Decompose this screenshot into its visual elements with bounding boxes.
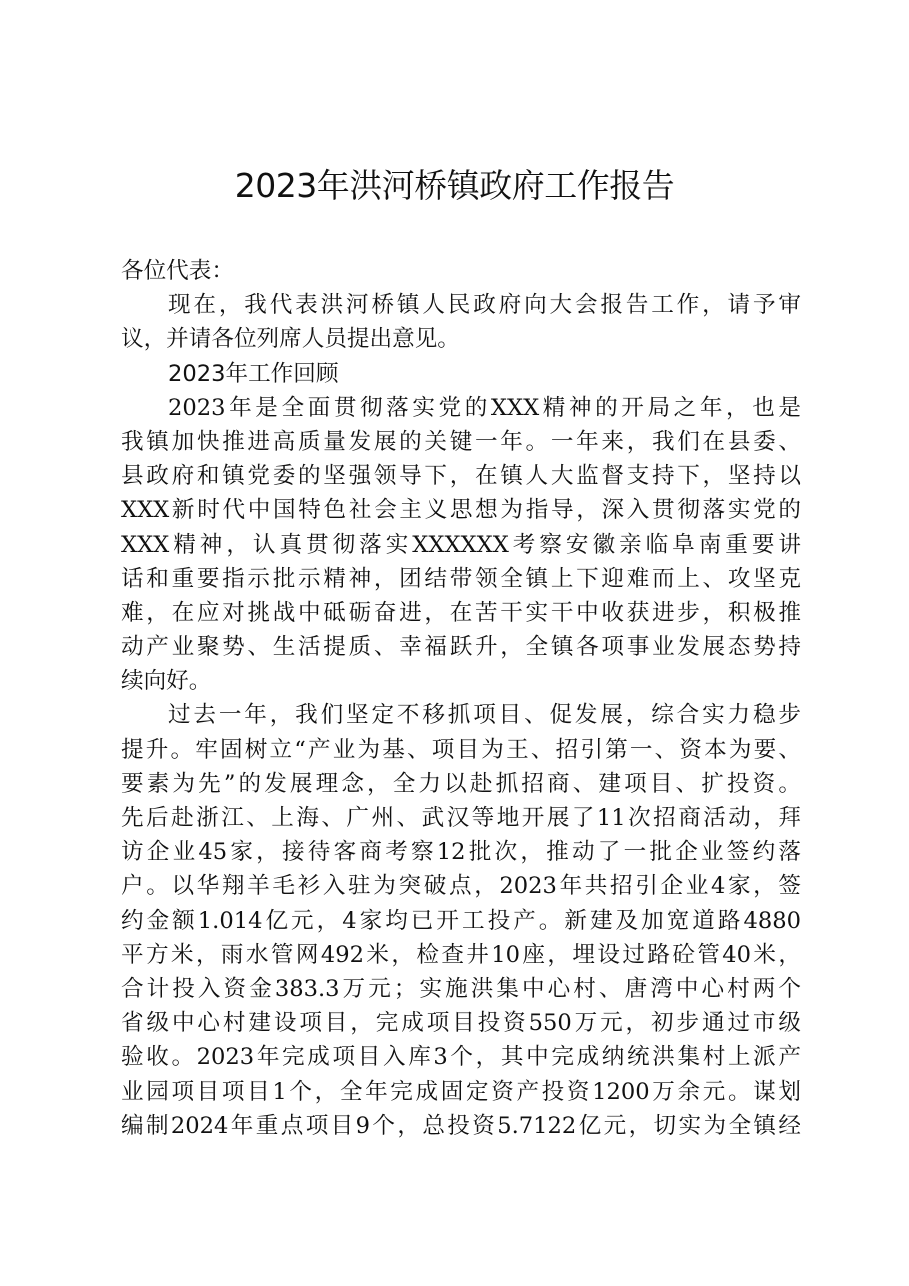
intro-line: 现在，我代表洪河桥镇人民政府向大会报告工作，请予审 <box>168 292 801 319</box>
paragraph2-line: 访企业45家，接待客商考察12批次，推动了一批企业签约落 <box>121 839 801 866</box>
document-body <box>121 254 801 1143</box>
intro-line: 议，并请各位列席人员提出意见。 <box>121 326 460 353</box>
paragraph2-line: 合计投入资金383.3万元；实施洪集中心村、唐湾中心村两个 <box>121 975 801 1002</box>
paragraph2-line: 验收。2023年完成项目入库3个，其中完成纳统洪集村上派产 <box>121 1044 801 1071</box>
paragraph1-line: 我镇加快推进高质量发展的关键一年。一年来，我们在县委、 <box>121 428 801 455</box>
paragraph2-line: 平方米，雨水管网492米，检查井10座，埋设过路砼管40米， <box>121 941 801 968</box>
paragraph2-line: 编制2024年重点项目9个，总投资5.7122亿元，切实为全镇经 <box>121 1112 801 1139</box>
paragraph1-line: 续向好。 <box>121 668 212 695</box>
paragraph2-line: 提升。牢固树立“产业为基、项目为王、招引第一、资本为要、 <box>121 736 801 763</box>
paragraph2-line: 户。以华翔羊毛衫入驻为突破点，2023年共招引企业4家，签 <box>121 873 801 900</box>
paragraph1-line: 动产业聚势、生活提质、幸福跃升，全镇各项事业发展态势持 <box>121 634 801 661</box>
paragraph1-line: 话和重要指示批示精神，团结带领全镇上下迎难而上、攻坚克 <box>121 565 801 592</box>
paragraph2-line: 省级中心村建设项目，完成项目投资550万元，初步通过市级 <box>121 1010 801 1037</box>
paragraph2-line: 过去一年，我们坚定不移抓项目、促发展，综合实力稳步 <box>168 702 801 729</box>
paragraph1-line: 2023年是全面贯彻落实党的XXX精神的开局之年，也是 <box>168 394 801 421</box>
paragraph1-line: XXX新时代中国特色社会主义思想为指导，深入贯彻落实党的 <box>121 497 801 524</box>
document-title: 2023年洪河桥镇政府工作报告 <box>234 166 675 205</box>
paragraph1-line: 县政府和镇党委的坚强领导下，在镇人大监督支持下，坚持以 <box>121 463 801 490</box>
paragraph2-line: 要素为先”的发展理念，全力以赴抓招商、建项目、扩投资。 <box>121 770 801 797</box>
section-heading: 2023年工作回顾 <box>168 360 339 387</box>
paragraph2-line: 先后赴浙江、上海、广州、武汉等地开展了11次招商活动，拜 <box>121 805 801 831</box>
paragraph1-line: 难，在应对挑战中砥砺奋进，在苦干实干中收获进步，积极推 <box>121 599 801 626</box>
paragraph2-line: 约金额1.014亿元，4家均已开工投产。新建及加宽道路4880 <box>121 907 801 934</box>
paragraph1-line: XXX精神，认真贯彻落实XXXXXX考察安徽亲临阜南重要讲 <box>121 531 801 558</box>
paragraph2-line: 业园项目项目1个，全年完成固定资产投资1200万余元。谋划 <box>121 1078 801 1105</box>
salutation: 各位代表： <box>121 258 234 284</box>
